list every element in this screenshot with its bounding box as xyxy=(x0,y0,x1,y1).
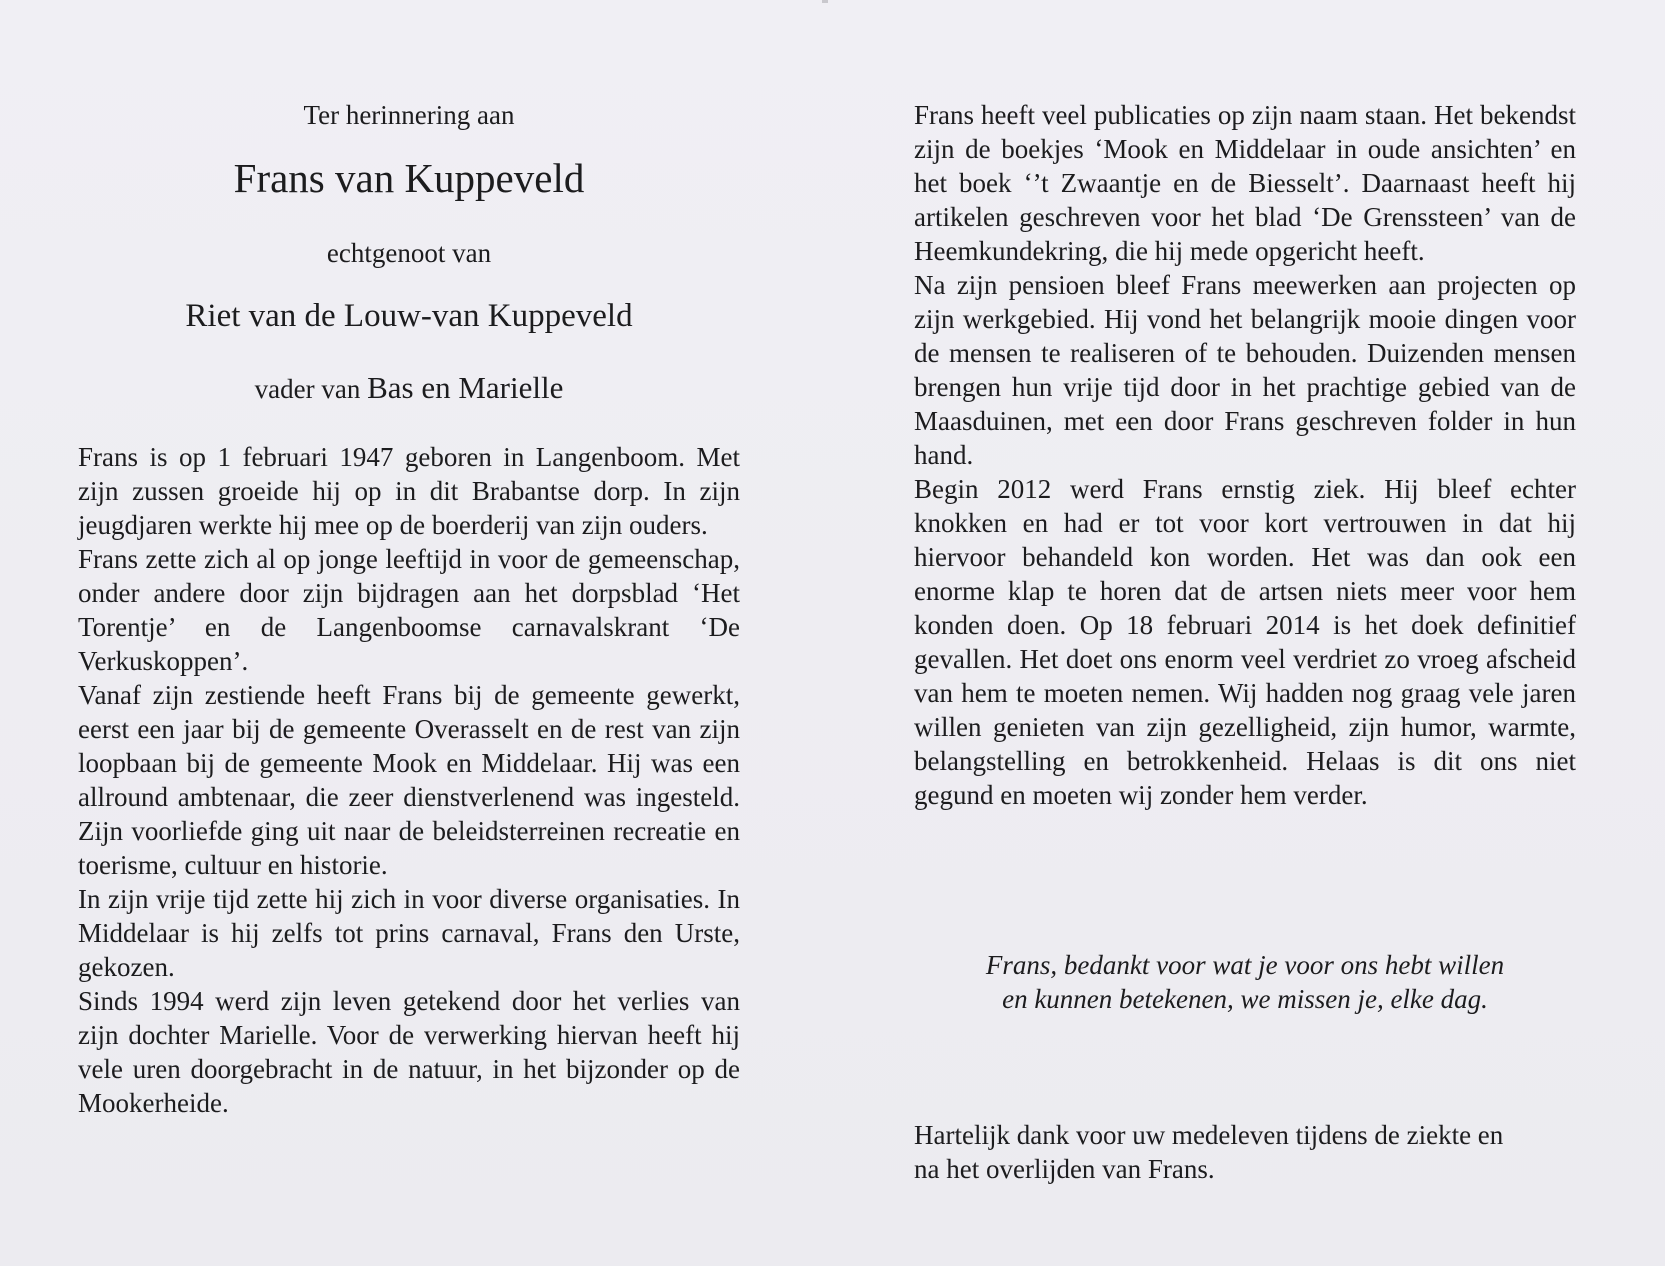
thanks-note xyxy=(914,1118,1576,1186)
thanks-line: Hartelijk dank voor uw medeleven tijdens de ziekte en xyxy=(914,1120,1504,1150)
quote-line: Frans, bedankt voor wat je voor ons hebt willen xyxy=(985,950,1505,980)
paragraph: Sinds 1994 werd zijn leven getekend door het verlies van zijn dochter Marielle. Voor de verwerking hiervan heeft hij vele uren doorgebracht in de natuur, in het bijzonder op de Mookerheide. xyxy=(78,986,740,1118)
fold-mark xyxy=(822,0,828,3)
father-label: vader van xyxy=(254,374,361,404)
children-names: Bas en Marielle xyxy=(367,370,564,405)
intro-text: Ter herinnering aan xyxy=(303,100,515,130)
paragraph: In zijn vrije tijd zette hij zich in voor diverse organisaties. In Middelaar is hij zelfs tot prins carnaval, Frans den Urste, gekozen. xyxy=(78,884,740,982)
paragraph: Frans is op 1 februari 1947 geboren in Langenboom. Met zijn zussen groeide hij op in dit Brabantse dorp. In zijn jeugdjaren werkte hij mee op de boerderij van zijn ouders. xyxy=(78,442,740,540)
quote-line: en kunnen betekenen, we missen je, elke dag. xyxy=(1002,984,1488,1014)
paragraph: Frans zette zich al op jonge leeftijd in voor de gemeenschap, onder andere door zijn bijdragen aan het dorpsblad ‘Het Torentje’ en de Langenboomse carnavalskrant ‘De Verkuskoppen’. xyxy=(78,544,740,676)
memorial-quote xyxy=(914,948,1576,1016)
spouse-label: echtgenoot van xyxy=(326,238,492,268)
right-body xyxy=(914,98,1576,812)
paragraph: Na zijn pensioen bleef Frans meewerken aan projecten op zijn werkgebied. Hij vond het belangrijk mooie dingen voor de mensen te realiseren of te behouden. Duizenden mensen brengen hun vrije tijd door in het prachtige gebied van de Maasduinen, met een door Frans geschreven folder in hun hand. xyxy=(914,270,1576,470)
deceased-name: Frans van Kuppeveld xyxy=(233,155,585,201)
father-line xyxy=(78,370,740,406)
left-body xyxy=(78,440,740,1120)
thanks-line: na het overlijden van Frans. xyxy=(914,1154,1215,1184)
spouse-name: Riet van de Louw-van Kuppeveld xyxy=(185,298,633,334)
paragraph: Begin 2012 werd Frans ernstig ziek. Hij bleef echter knokken en had er tot voor kort vertrouwen in dat hij hiervoor behandeld kon worden. Het was dan ook een enorme klap te horen dat de artsen niets meer voor hem konden doen. Op 18 februari 2014 is het doek definitief gevallen. Het doet ons enorm veel verdriet zo vroeg afscheid van hem te moeten nemen. Wij hadden nog graag vele jaren willen genieten van zijn gezelligheid, zijn humor, warmte, belangstelling en betrokkenheid. Helaas is dit ons niet gegund en moeten wij zonder hem verder. xyxy=(914,474,1576,810)
paragraph: Frans heeft veel publicaties op zijn naam staan. Het bekendst zijn de boekjes ‘Mook en Middelaar in oude ansichten’ en het boek ‘’t Zwaantje en de Biesselt’. Daarnaast heeft hij artikelen geschreven voor het blad ‘De Grenssteen’ van de Heemkundekring, die hij mede opgericht heeft. xyxy=(914,100,1576,266)
paragraph: Vanaf zijn zestiende heeft Frans bij de gemeente gewerkt, eerst een jaar bij de gemeente Overasselt en de rest van zijn loopbaan bij de gemeente Mook en Middelaar. Hij was een allround ambtenaar, die zeer dienstverlenend was ingesteld. Zijn voorliefde ging uit naar de beleidsterreinen recreatie en toerisme, cultuur en historie. xyxy=(78,680,740,880)
